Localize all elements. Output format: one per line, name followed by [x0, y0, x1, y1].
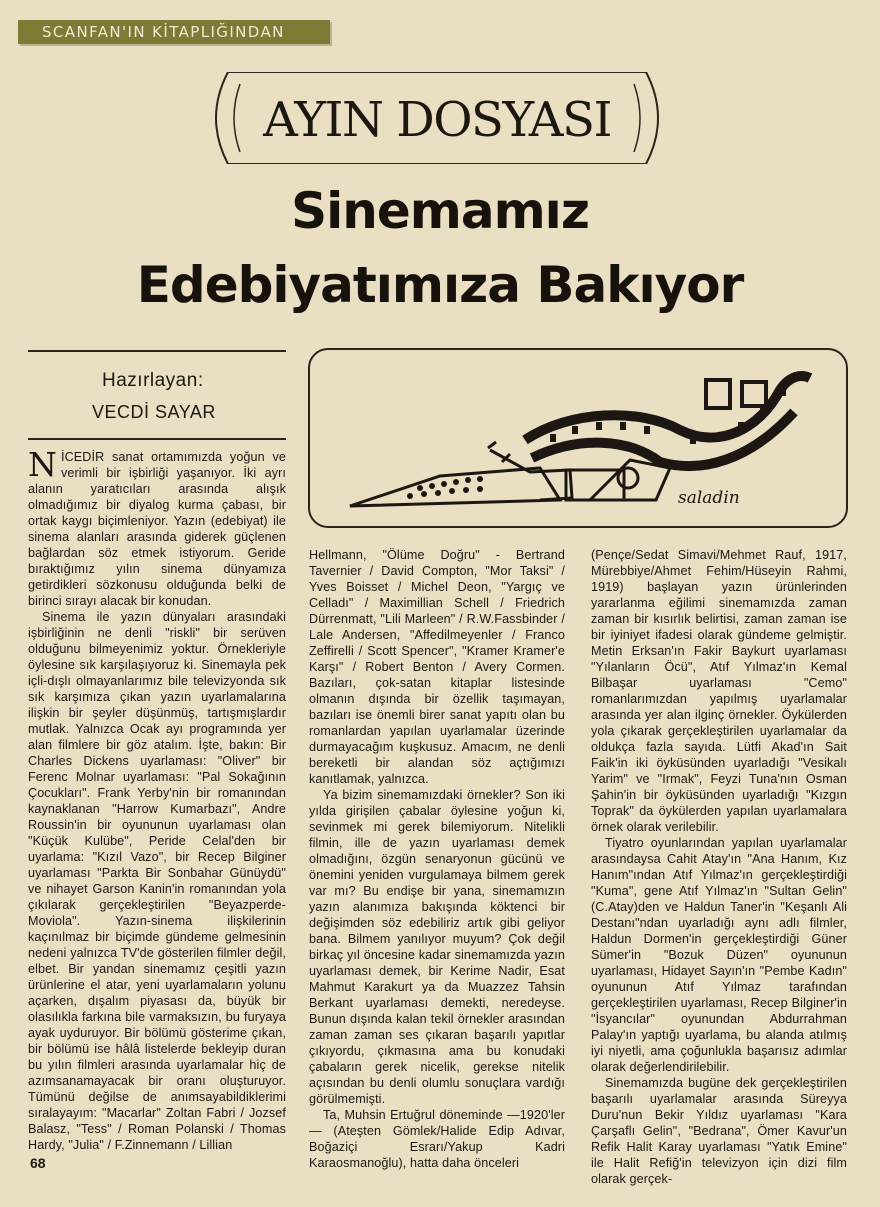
paragraph: Ya bizim sinemamızdaki örnekler? Son iki yılda girişilen çabalar öylesine yoğun ki, sevinmek mi gerek bilemiyorum. Nitelikli filmin, ille de yazın uyarlaması demek olmadığını, özgün senaryonun gücünü ve önemini yeniden vurgulamaya bilmem gerek var mı? Bu endişe bir yana, sinemamızın yazın alanımıza bakışında köktenci bir değişimden söz edebiliriz artık gibi geliyor bana. Bilmem yanılıyor muyum? Çok değil birkaç yıl öncesine kadar sinemamızda yazın uyarlaması demek, bir Kerime Nadir, Esat Mahmut Karakurt ya da Muazzez Tahsin Berkant uyarlaması demekti, neredeyse. Bunun dışında kalan tekil örnekler arasından zaman zaman ses çıkaran başarılı yapıtlar çıkıyordu, çıkmasına ama bu konudaki çabaların gerek nicelik, gerekse nitelik açısından bu denli olumlu sonuçlara vardığı görülmemişti. — [309, 788, 565, 1106]
paragraph: Ta, Muhsin Ertuğrul döneminde —1920'ler— (Ateşten Gömlek/Halide Edip Adıvar, Boğaziçi Esrarı/Yakup Kadri Karaosmanoğlu), hatta daha önceleri — [309, 1108, 565, 1170]
paragraph — [28, 445, 286, 609]
dossier-banner — [204, 72, 670, 164]
author-name: VECDİ SAYAR — [92, 402, 216, 422]
byline-top-rule — [28, 350, 286, 352]
paragraph: Sinema ile yazın dünyaları arasındaki işbirliğinin ne denli "riskli" bir serüven olduğunu bilmeyenimiz yoktur. Örnekleriyle öylesine sık karşılaşıyoruz ki. Sinemayla pek içli-dışlı olmayanlarımız bile televizyonda sık sık karşımıza çıkan yazın uyarlamalarına ilişkin bir şeyler düşünmüş, tartışmışlardır mutlak. Yalnızca Ocak ayı programında yer alan filmlere bir göz atalım. İşte, bakın: Bir Charles Dickens uyarlaması: "Oliver" bir Ferenc Molnar uyarlaması: "Pal Sokağının Çocukları". Frank Yerby'nin bir romanından kaynaklanan "Harrow Kumarbazı", Andre Roussin'in bir oyununun uyarlaması olan "Küçük Kulübe", Peride Celal'den bir uyarlama: "Kızıl Vazo", bir Recep Bilginer uyarlaması "Parkta Bir Sonbahar Günüydü" ve nihayet Garson Kanin'in romanından yola çıkılarak gerçekleştirilen "Beyazperde-Moviola". Yazın-sinema ilişkilerinin kaçınılmaz bir biçimde gündeme gelmesinin nedeni yalnızca TV'de gösterilen filmler değil, elbet. Bir yandan sinemamız çeşitli yazın ürünlerine el atar, yeni uyarlamaların yolunu açarken, dışalım piyasası da, büyük bir olasılıkla farkına bile varmaksızın, bu furyaya ayak uyduruyor. Bir bölümü gösterime çıkan, bir bölümü ise hâlâ listelerde bekleyip duran bu yılın filmleri arasında uyarlamalar hiç de azımsanamayacak bir oranı oluşturuyor. Tümünü değilse de anımsayabildiklerimi sıralayayım: "Macarlar" Zoltan Fabri / Jozsef Balasz, "Tess" / Roman Polanski / Thomas Hardy, "Julia" / F.Zinnemann / Lillian — [28, 610, 286, 1152]
article-column-3 — [591, 547, 847, 1187]
paragraph: Tiyatro oyunlarından yapılan uyarlamalar arasındaysa Cahit Atay'ın "Ana Hanım, Kız Hanım"ından Atıf Yılmaz'ın gerçekleştirdiği "Kuma", gene Atıf Yılmaz'ın "Sultan Gelin" (C.Atay)den ve Haldun Taner'in "Keşanlı Ali Destanı"ndan uyarladığı aynı adlı filmler, Haldun Dormen'in gerçekleştirdiği Güner Sümer'in "Bozuk Düzen" oyununun uyarlaması, Hidayet Sayın'ın "Pembe Kadın" oyununun Atıf Yılmaz tarafından gerçekleştirilen uyarlaması, Recep Bilginer'in "İsyancılar" oyunundan Abdurrahman Palay'ın yaptığı uyarlama, bu alanda atılmış iyi niyetli, ama çoğunlukla başarısız adımlar olarak değerlendirilebilir. — [591, 836, 847, 1074]
section-tab: SCANFAN'IN KİTAPLIĞINDAN — [18, 20, 330, 44]
byline-bottom-rule — [28, 438, 286, 440]
article-title-line1: Sinemamız — [291, 182, 589, 240]
byline-label: Hazırlayan: — [102, 370, 204, 391]
drop-cap: N — [28, 445, 57, 484]
article-title-line2: Edebiyatımıza Bakıyor — [136, 256, 744, 314]
paragraph: Hellmann, "Ölüme Doğru" - Bertrand Tavernier / David Compton, "Mor Taksi" / Yves Boisset / Michel Deon, "Yargıç ve Celladı" / Maximillian Schell / Friedrich Dürrenmatt, "Lili Marleen" / R.W.Fassbinder / Lale Andersen, "Affedilmeyenler / Franco Zeffirelli / Scott Spencer", "Kramer Kramer'e Karşı" / Robert Benton / Avery Cormen. Bazıları, çok-satan kitaplar listesinde olmanın dışında bir özellik taşımayan, bazıları ise önemli birer sanat yapıtı olan bu romanlardan yapılan uyarlamalar üzerinde durmayacağım kuşkusuz. Amacım, ne denli bereketli bir alandan söz açtığımızı kanıtlamak, yalnızca. — [309, 548, 565, 786]
paragraph: (Pençe/Sedat Simavi/Mehmet Rauf, 1917, Mürebbiye/Ahmet Fehim/Hüseyin Rahmi, 1919) başlayan yazın ürünlerinden yararlanma eğilimi sinemamızda zaman zaman bir kısırlık belirtisi, zaman zaman ise bir iyiniyet ifadesi olarak gündeme gelmiştir. Metin Erksan'ın Fakir Baykurt uyarlaması "Yılanların Öcü", Atıf Yılmaz'ın Kemal Bilbaşar uyarlaması "Cemo" romanlarımızdan yapılmış uyarlamalar arasında yer alan ilginç örnekler. Öykülerden yola çıkarak gerçekleştirilen uyarlamalar da oldukça fazla sayıda. Lütfi Akad'ın Sait Faik'in iki öyküsünden uyarladığı "Vesikalı Yarim" ve "Irmak", Feyzi Tuna'nın Osman Şahin'in bir öyküsünden uyarladığı "Kızgın Toprak" da öykülerden yapılan uyarlamalara örnek olarak verilebilir. — [591, 548, 847, 834]
paragraph-text: İCEDİR sanat ortamımızda yoğun ve verimli bir işbirliği yaşanıyor. İki ayrı alanın yaratıcıları arasında alışık olmadığımız bir diyalog kurma çabası, bir ortak kaygı biçimleniyor. Yazın (edebiyat) ile sinema alanları arasında giderek güçlenen bağlardan söz etmek istiyorum. Geride bıraktığımız yılın sinema dünyamıza getirdikleri sözkonusu olduğunda belki de birinci sırayı alacak bir konudan. — [28, 450, 286, 608]
paragraph: Sinemamızda bugüne dek gerçekleştirilen başarılı uyarlamalar arasında Süreyya Duru'nun Bekir Yıldız uyarlaması "Kara Çarşaflı Gelin", "Bedrana", Ömer Kavur'un Refik Halit Karay uyarlaması "Yatık Emine" ile Halit Refiğ'in televizyon için dizi film olarak gerçek- — [591, 1076, 847, 1186]
page-number: 68 — [30, 1155, 46, 1171]
dossier-label: AYIN DOSYASI — [263, 92, 611, 148]
illustrator-signature: saladin — [678, 488, 740, 508]
typewriter-film-drawing — [310, 350, 846, 526]
article-column-1 — [28, 445, 286, 1153]
article-column-2 — [309, 547, 565, 1171]
film-typewriter-illustration — [308, 348, 848, 528]
